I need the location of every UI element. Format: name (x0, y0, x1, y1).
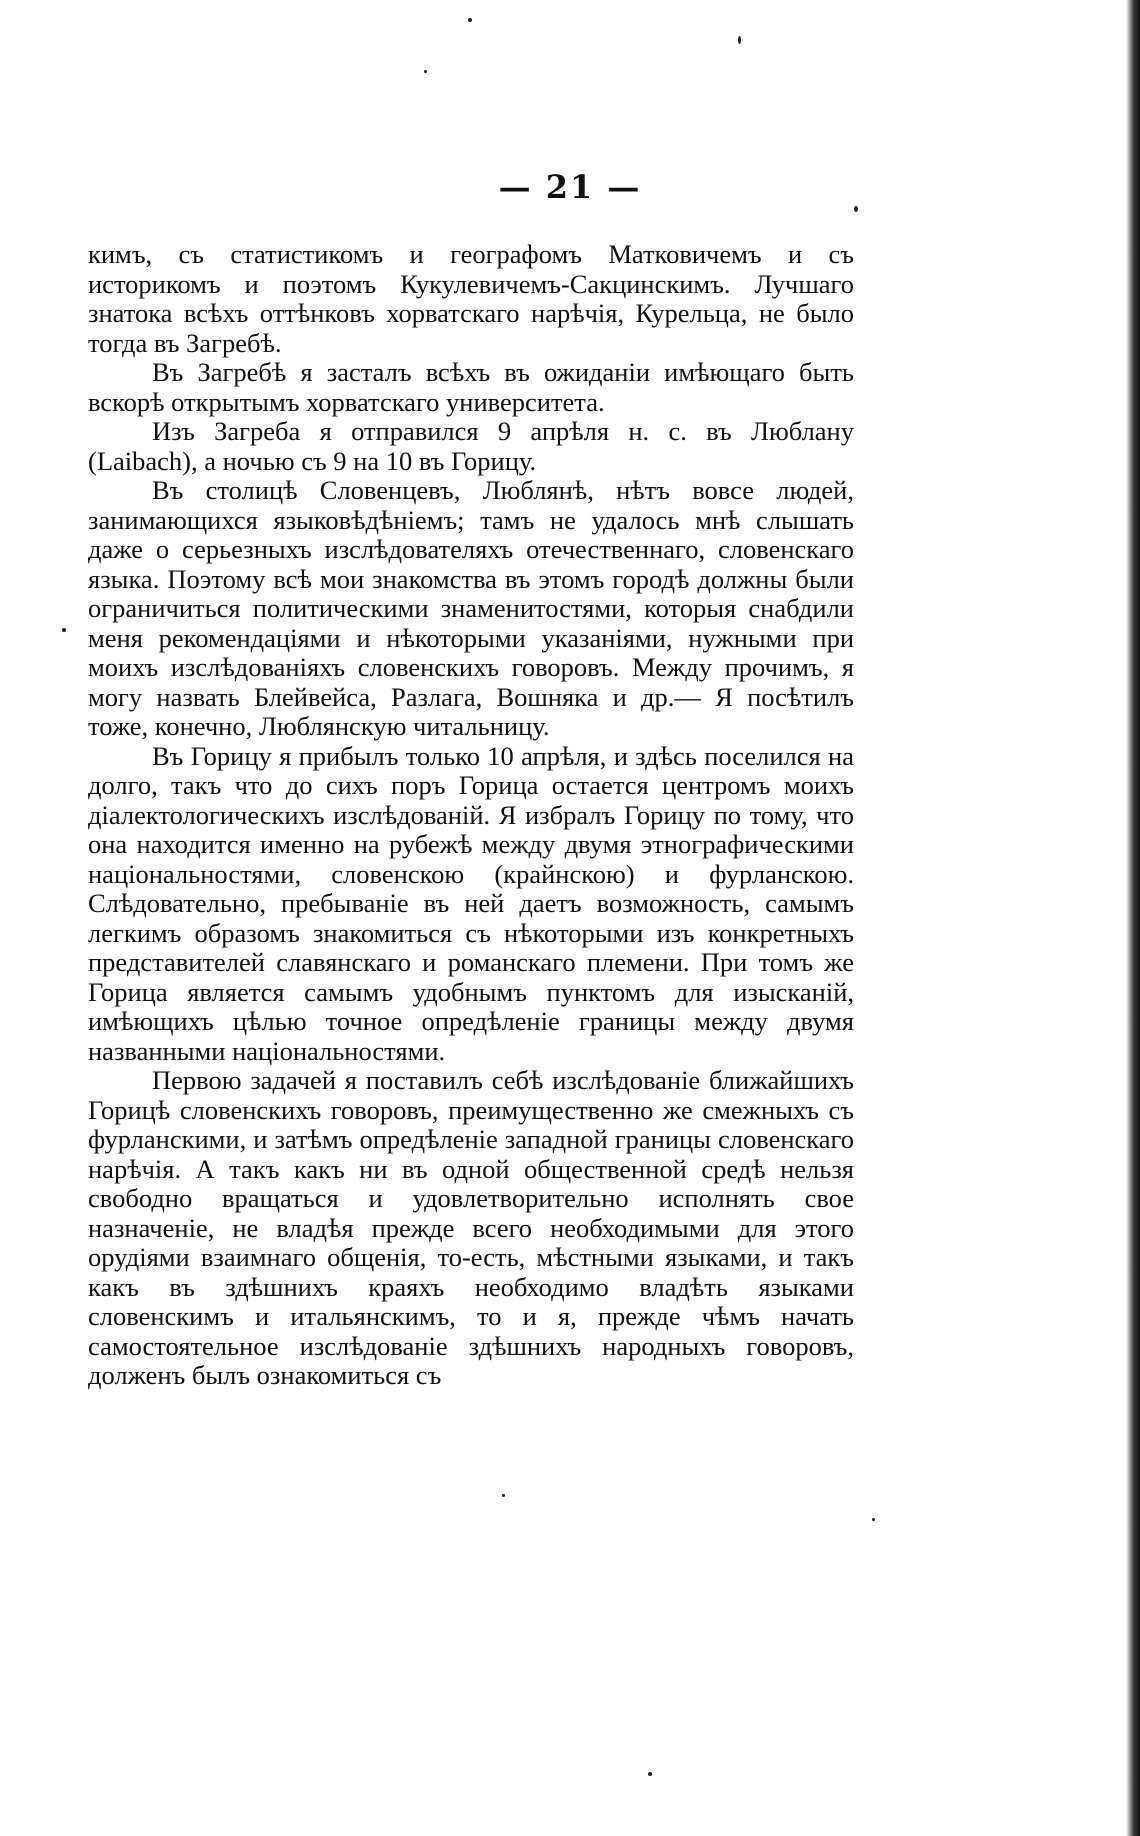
paragraph: кимъ, съ статистикомъ и географомъ Матковичемъ и съ историкомъ и поэтомъ Кукулевичемъ-Сакцинскимъ. Лучшаго знатока всѣхъ оттѣнковъ хорватскаго нарѣчія, Курельца, не было тогда въ Загребѣ. (88, 239, 854, 358)
paragraph: Изъ Загреба я отправился 9 апрѣля н. с. въ Люблану (Laibach), а ночью съ 9 на 10 въ Горицу. (88, 416, 854, 476)
scan-speck (648, 1772, 652, 1776)
paragraph: Въ столицѣ Словенцевъ, Люблянѣ, нѣтъ вовсе людей, занимающихся языковѣдѣніемъ; тамъ не удалось мнѣ слышать даже о серьезныхъ изслѣдователяхъ отечественнаго, словенскаго языка. Поэтому всѣ мои знакомства въ этомъ городѣ должны были ограничиться политическими знаменитостями, которыя снабдили меня рекомендаціями и нѣкоторыми указаніями, нужными при моихъ изслѣдованіяхъ словенскихъ говоровъ. Между прочимъ, я могу назвать Блейвейса, Разлага, Вошняка и др.— Я посѣтилъ тоже, конечно, Люблянскую читальницу. (88, 475, 854, 741)
scan-speck (424, 70, 427, 73)
scan-speck (468, 18, 472, 22)
paragraph: Въ Горицу я прибылъ только 10 апрѣля, и здѣсь поселился на долго, такъ что до сихъ поръ Горица остается центромъ моихъ діалектологическихъ изслѣдованій. Я избралъ Горицу по тому, что она находится именно на рубежѣ между двумя этнографическими національностями, словенскою (крайнскою) и фурланскою. Слѣдовательно, пребываніе въ ней даетъ возможность, самымъ легкимъ образомъ знакомиться съ нѣкоторыми изъ конкретныхъ представителей славянскаго и романскаго племени. При томъ же Горица является самымъ удобнымъ пунктомъ для изысканій, имѣющихъ цѣлью точное опредѣленіе границы между двумя названными національностями. (88, 740, 854, 1066)
scan-speck (502, 1494, 505, 1497)
scan-speck (738, 36, 741, 44)
scan-speck (854, 206, 858, 212)
body-text (88, 240, 854, 1391)
scan-edge-shadow (1126, 0, 1140, 1836)
scan-speck (62, 628, 66, 632)
page-number: — 21 — (498, 168, 642, 206)
paragraph: Въ Загребѣ я засталъ всѣхъ въ ожиданіи имѣющаго быть вскорѣ открытымъ хорватскаго университета. (88, 357, 854, 417)
paragraph: Первою задачей я поставилъ себѣ изслѣдованіе ближайшихъ Горицѣ словенскихъ говоровъ, преимущественно же смежныхъ съ фурланскими, и затѣмъ опредѣленіе западной границы словенскаго нарѣчія. А такъ какъ ни въ одной общественной средѣ нельзя свободно вращаться и удовлетворительно исполнять свое назначеніе, не владѣя прежде всего необходимыми для этого орудіями взаимнаго общенія, то-есть, мѣстными языками, и такъ какъ въ здѣшнихъ краяхъ необходимо владѣть языками словенскимъ и итальянскимъ, то и я, прежде чѣмъ начать самостоятельное изслѣдованіе здѣшнихъ народныхъ говоровъ, долженъ былъ ознакомиться съ (88, 1065, 854, 1390)
scan-speck (872, 1518, 875, 1521)
